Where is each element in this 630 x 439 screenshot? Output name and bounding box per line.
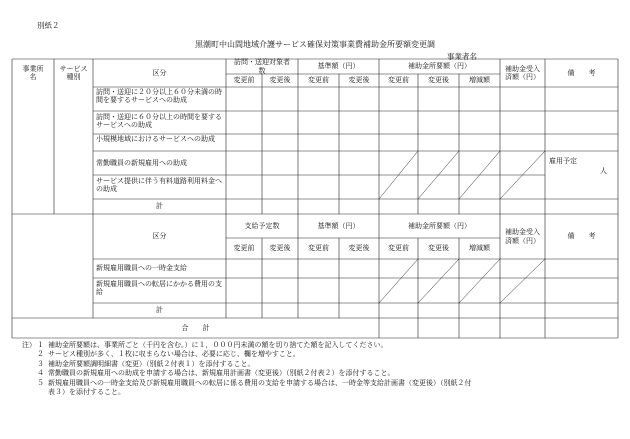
- note-item: ３ 補助金所要額調明細書（変更）（別紙２付表１）を添付すること。: [37, 359, 255, 368]
- table2-col-base-amount: 基準額（円）: [317, 221, 360, 230]
- table2-col-received-amount: 補助金受入済額（円）: [505, 228, 540, 245]
- planned-after-header: 変更後: [269, 244, 291, 253]
- notes-prefix: 注）: [22, 341, 36, 349]
- note-continuation: 表３）を添付すること。: [48, 388, 125, 397]
- row-relocation-cost: 新規雇用職員への転居にかかる費用の支給: [96, 280, 222, 297]
- row-new-hire: 常勤職員の新規雇用への助成: [96, 159, 187, 167]
- table2-required-before-header: 変更前: [388, 244, 409, 253]
- note-item: 注） １ 補助金所要額は、事業所ごと（千円を含む。）に１，０００円未満の額を切り捨てた額を記入してください。: [22, 341, 388, 349]
- visits-before-header: 変更前: [233, 76, 255, 85]
- required-after-header: 変更後: [428, 76, 449, 85]
- col-received-amount: 補助金受入済額（円）: [505, 64, 540, 81]
- document-title: 黒潮町中山間地域介護サービス確保対策事業費補助金所要額変更調: [195, 40, 435, 49]
- col-service-type: サービス種別: [59, 64, 88, 81]
- note-item: ２ サービス種別が多く、１枚に収まらない場合は、必要に応じ、欄を増やすこと。: [37, 350, 300, 359]
- table2-required-change-header: 増減額: [469, 244, 490, 253]
- required-change-header: 増減額: [469, 76, 490, 85]
- note-item: ５ 新規雇用職員への一時金支給及び新規雇用職員への転居に係る費用の支給を申請する場合は、一時金等支給計画書（変更後）（別紙２付: [37, 378, 472, 387]
- row-visit-20-60: 訪問・送迎に２０分以上６０分未満の時間を要するサービスへの助成: [96, 88, 222, 105]
- row-small-area: 小規模地域におけるサービスへの助成: [96, 135, 215, 143]
- table2-base-after-header: 変更後: [348, 244, 370, 253]
- col-provider-name: 事業所名: [22, 64, 44, 81]
- col-required-amount: 補助金所要額（円）: [408, 62, 471, 71]
- planned-before-header: 変更前: [233, 244, 255, 253]
- col-category: 区分: [152, 68, 167, 77]
- form-tag: 別紙２: [37, 21, 60, 30]
- row-toll-road: サービス提供に伴う有料道路利用料金への助成: [96, 177, 222, 194]
- col-remarks: 備 考: [567, 68, 596, 77]
- table2-col-required-amount: 補助金所要額（円）: [408, 221, 471, 230]
- col-planned-count: 支給予定数: [244, 221, 280, 230]
- table1-total-label: 計: [156, 202, 163, 211]
- entity-name-label: 事業者名: [447, 52, 477, 61]
- row-visit-over-60: 訪問・送迎に６０分以上の時間を要するサービスへの助成: [96, 113, 222, 130]
- table2-total-label: 計: [156, 306, 163, 315]
- table2-col-remarks: 備 考: [567, 232, 596, 241]
- grand-total-label: 合 計: [181, 323, 210, 332]
- base-before-header: 変更前: [308, 76, 329, 85]
- table2-base-before-header: 変更前: [308, 244, 329, 253]
- remark-planned-hires: 雇用予定: [549, 157, 577, 165]
- row-one-time-bonus: 新規雇用職員への一時金支給: [96, 264, 187, 272]
- col-visit-count: 訪問・送迎対象者数: [234, 58, 290, 75]
- visits-after-header: 変更後: [269, 76, 291, 85]
- notes-section: [22, 341, 622, 398]
- required-before-header: 変更前: [388, 76, 409, 85]
- base-after-header: 変更後: [348, 76, 370, 85]
- col-base-amount: 基準額（円）: [317, 62, 360, 71]
- table2-required-after-header: 変更後: [428, 244, 449, 253]
- remark-hire-unit: 人: [600, 167, 607, 175]
- note-item: ４ 常勤職員の新規雇用への助成を申請する場合は、新規雇用計画書（変更後）（別紙２付表２）を添付すること。: [37, 369, 395, 378]
- table2-col-category: 区分: [152, 232, 167, 241]
